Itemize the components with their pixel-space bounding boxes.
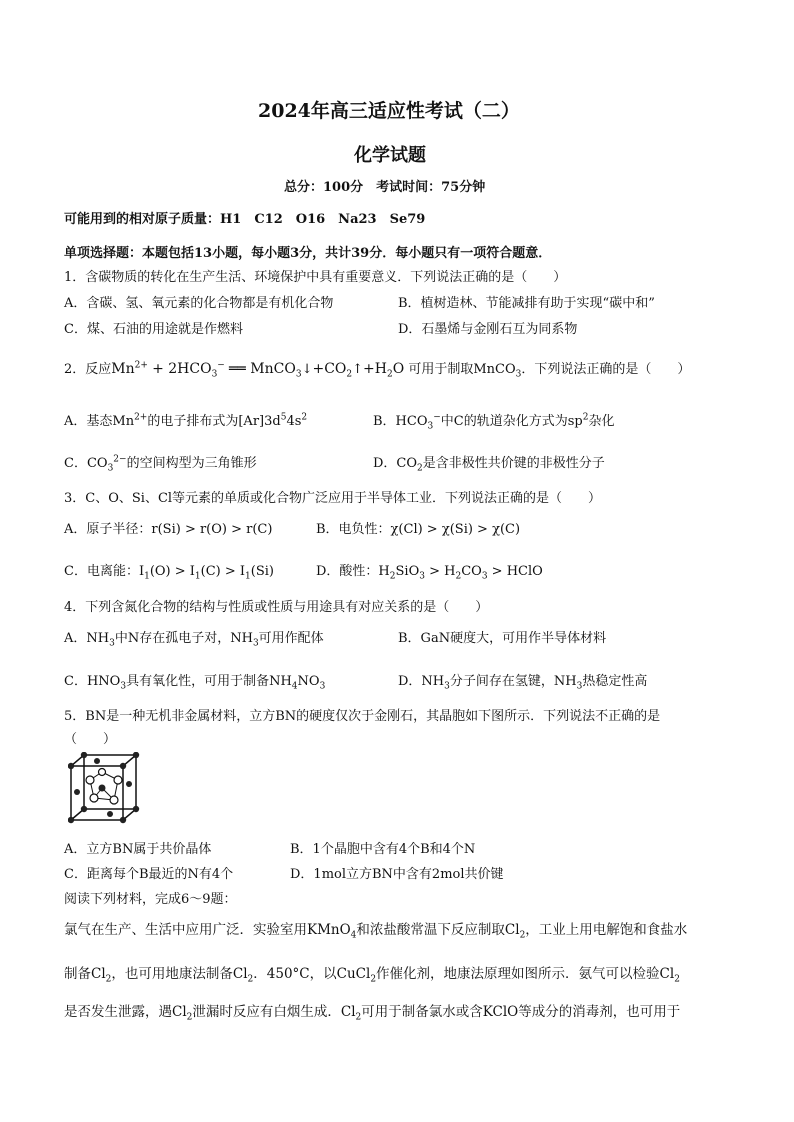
reading-l3-b: 泄漏时反应有白烟生成．Cl: [192, 1004, 356, 1020]
q3-option-d: [316, 560, 543, 582]
q2-d-end: 是含非极性共价键的非极性分子: [422, 456, 605, 471]
page-subtitle: 化学试题: [354, 145, 426, 166]
q4-a-sub1: 3: [109, 638, 115, 649]
reading-l3-sub2: 2: [355, 1012, 362, 1023]
q4-d-pre: D．NH: [398, 674, 445, 689]
reading-l1-sub4: 4: [350, 930, 357, 941]
q1-option-a: A．含碳、氢、氧元素的化合物都是有机化合物: [64, 296, 334, 311]
q2-h2o-o: O: [392, 361, 405, 377]
q1-option-d: D．石墨烯与金刚石互为同系物: [398, 322, 578, 337]
page-title: 2024年高三适应性考试（二）: [258, 100, 520, 122]
reading-l3-a: 是否发生泄露，遇Cl: [64, 1004, 187, 1020]
q2-mnco3: ══ MnCO: [228, 361, 296, 377]
q2-a-mid: 的电子排布式为[Ar]3d: [147, 414, 281, 429]
reading-l2-c: ．450°C，以CuCl: [253, 966, 371, 982]
atomic-masses: 可能用到的相对原子质量：H1 C12 O16 Na23 Se79: [64, 212, 426, 227]
q3-c-sub1: 1: [144, 571, 150, 582]
exam-meta: 总分：100分 考试时间：75分钟: [284, 180, 486, 195]
q2-up-arrow: ↑: [352, 362, 364, 377]
reading-intro: 阅读下列材料，完成6～9题：: [64, 892, 237, 907]
q3-c-sub3: 1: [245, 571, 251, 582]
reading-l1-a: 氯气在生产、生活中应用广泛．实验室用KMnO: [64, 922, 351, 938]
q4-d-mid: 分子间存在氢键，NH: [449, 674, 577, 689]
q2-option-d: [373, 452, 605, 474]
q2-c-pre: C．CO: [64, 456, 108, 471]
q2-a-2: 2: [301, 412, 308, 423]
q1-option-c: C．煤、石油的用途就是作燃料: [64, 322, 243, 337]
q2-co2-sub: 2: [346, 369, 353, 380]
q4-c-pre: C．HNO: [64, 674, 121, 689]
q2-hco3-charge: −: [217, 360, 225, 371]
q4-d-sub2: 3: [576, 681, 583, 692]
q4-a-end: 可用作配体: [258, 631, 324, 646]
q2-mnco3-sub: 3: [295, 369, 302, 380]
q2-tail-sub: 3: [515, 369, 522, 380]
q2-option-c: [64, 452, 257, 474]
reading-line-3: [64, 1000, 680, 1023]
q4-option-b: B．GaN硬度大，可用作半导体材料: [398, 631, 607, 646]
q2-tail-end: ．下列说法正确的是（ ）: [521, 362, 691, 377]
q3-d-c: CO: [461, 564, 482, 579]
q2-mn: Mn: [111, 361, 135, 377]
reading-line-1: [64, 918, 687, 941]
reading-l2-sub4: 2: [674, 974, 680, 985]
q2-b-mid: 中C的轨道杂化方式为sp: [440, 414, 583, 429]
q3-c-sub2: 1: [194, 571, 201, 582]
q4-option-a: [64, 627, 324, 649]
q5-option-b: B．1个晶胞中含有4个B和4个N: [290, 842, 476, 857]
q2-a-5: 5: [280, 412, 287, 423]
reading-l2-sub3: 2: [370, 974, 377, 985]
q4-d-sub1: 3: [444, 681, 450, 692]
q4-option-d: [398, 670, 647, 692]
q4-c-sub2: 4: [291, 681, 298, 692]
q2-hco3-sub: 3: [211, 369, 218, 380]
q5-stem: 5．BN是一种无机非金属材料，立方BN的硬度仅次于金刚石，其晶胞如下图所示．下列说法不正确的是: [64, 709, 661, 724]
reading-l2-b: ，也可用地康法制备Cl: [111, 966, 248, 982]
q2-b-pre: B．HCO: [373, 414, 428, 429]
reading-l1-b: 和浓盐酸常温下反应制取Cl: [356, 922, 520, 938]
q2-a-4s: 4s: [286, 414, 302, 429]
reading-l1-c: ，工业上用电解饱和食盐水: [525, 922, 688, 938]
q3-d-a: SiO: [395, 564, 420, 579]
q5-paren: （ ）: [64, 732, 117, 747]
reading-l2-a: 制备Cl: [64, 966, 106, 982]
q3-d-sub2: 3: [419, 571, 425, 582]
q2-option-a: [64, 410, 307, 429]
q2-tail: 可用于制取MnCO: [408, 362, 516, 377]
q3-d-sub1: 2: [389, 571, 396, 582]
q5-option-d: D．1mol立方BN中含有2mol共价键: [290, 867, 504, 882]
q2-d-pre: D．CO: [373, 456, 418, 471]
q4-option-c: [64, 670, 325, 692]
reading-l2-sub2: 2: [247, 974, 254, 985]
q2-mn-charge: 2+: [134, 360, 148, 371]
q2-c-charge: 2−: [113, 454, 127, 465]
reading-l2-sub1: 2: [105, 974, 112, 985]
q2-option-b: [373, 410, 614, 432]
q4-c-mid: 具有氧化性，可用于制备NH: [126, 674, 292, 689]
q2-c-sub: 3: [107, 463, 114, 474]
q2-b-2: 2: [582, 412, 589, 423]
q1-option-b: B．植树造林、节能减排有助于实现“碳中和”: [398, 296, 655, 311]
q3-option-c: [64, 560, 274, 582]
q2-h2o-sub: 2: [387, 369, 393, 380]
q4-c-sub3: 3: [319, 681, 326, 692]
q3-c-b: (C) > I: [200, 564, 246, 579]
q1-stem: 1．含碳物质的转化在生产生活、环境保护中具有重要意义．下列说法正确的是（ ）: [64, 270, 567, 285]
q5-option-a: A．立方BN属于共价晶体: [64, 842, 212, 857]
q3-stem: 3．C、O、Si、Cl等元素的单质或化合物广泛应用于半导体工业．下列说法正确的是（ ）: [64, 491, 602, 506]
q5-option-c: C．距离每个B最近的N有4个: [64, 867, 234, 882]
reading-line-2: [64, 962, 680, 985]
q2-a-pre: A．基态Mn: [64, 414, 135, 429]
q3-d-sub3: 2: [455, 571, 462, 582]
q2-d-sub: 2: [417, 463, 423, 474]
q2-down-arrow: ↓: [301, 362, 313, 377]
q2-h2o: +H: [363, 361, 387, 377]
q2-stem: [64, 358, 690, 380]
q3-option-a: A．原子半径：r(Si) > r(O) > r(C): [64, 522, 273, 537]
q2-b-sub: 3: [427, 421, 434, 432]
q4-c-sub1: 3: [120, 681, 127, 692]
section-heading: 单项选择题：本题包括13小题，每小题3分，共计39分．每小题只有一项符合题意．: [64, 246, 552, 261]
q3-c-a: (O) > I: [149, 564, 195, 579]
q4-a-sub2: 3: [252, 638, 259, 649]
reading-l3-c: 可用于制备氯水或含KClO等成分的消毒剂，也可用于: [361, 1004, 681, 1020]
q2-co2: +CO: [312, 361, 347, 377]
q2-num: 2．反应: [64, 362, 112, 377]
q3-d-d: > HClO: [487, 564, 543, 579]
q4-d-end: 热稳定性高: [582, 674, 648, 689]
bn-crystal-cell-figure: [68, 752, 140, 824]
q4-a-mid: 中N存在孤电子对，NH: [114, 631, 253, 646]
q2-b-charge: −: [433, 412, 441, 423]
q3-option-b: B．电负性：χ(Cl) > χ(Si) > χ(C): [316, 522, 521, 537]
q3-d-pre: D．酸性：H: [316, 564, 390, 579]
q3-d-b: > H: [424, 564, 456, 579]
reading-l2-d: 作催化剂，地康法原理如图所示．氨气可以检验Cl: [376, 966, 675, 982]
q4-c-end: NO: [297, 674, 320, 689]
reading-l1-sub2: 2: [519, 930, 526, 941]
q3-c-c: (Si): [250, 564, 274, 579]
reading-l3-sub1: 2: [186, 1012, 193, 1023]
q3-d-sub4: 3: [481, 571, 488, 582]
q2-hco3: + 2HCO: [152, 361, 212, 377]
q2-c-end: 的空间构型为三角锥形: [126, 456, 257, 471]
q4-stem: 4．下列含氮化合物的结构与性质或性质与用途具有对应关系的是（ ）: [64, 600, 489, 615]
q3-c-pre: C．电离能：I: [64, 564, 145, 579]
q4-a-pre: A．NH: [64, 631, 110, 646]
q2-b-end: 杂化: [588, 414, 615, 429]
q2-a-charge: 2+: [134, 412, 148, 423]
